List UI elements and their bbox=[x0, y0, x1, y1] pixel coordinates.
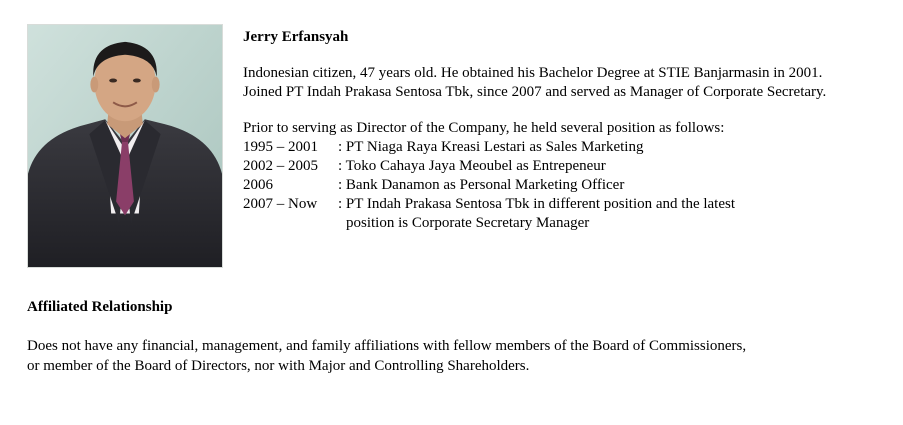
career-description-text: : PT Niaga Raya Kreasi Lestari as Sales Marketing bbox=[338, 139, 644, 155]
career-description bbox=[338, 176, 883, 195]
career-years: 2007 – Now bbox=[243, 196, 318, 212]
affiliation-text: or member of the Board of Directors, nor with Major and Controlling Shareholders. bbox=[27, 358, 530, 374]
career-description-text: : PT Indah Prakasa Sentosa Tbk in different position and the latest bbox=[338, 196, 736, 212]
affiliation-text: Does not have any financial, management, and family affiliations with fellow members of the Board of Commissioners, bbox=[27, 338, 747, 354]
career-description-text: : Bank Danamon as Personal Marketing Officer bbox=[338, 177, 625, 193]
career-years: 2006 bbox=[243, 177, 273, 193]
career-description bbox=[338, 157, 883, 176]
career-row bbox=[243, 176, 883, 195]
person-name: Jerry Erfansyah bbox=[243, 29, 349, 45]
career-row bbox=[243, 157, 883, 176]
career-description bbox=[338, 138, 883, 157]
career-row bbox=[243, 138, 883, 157]
career-row bbox=[243, 195, 883, 233]
affiliation-section bbox=[27, 297, 887, 376]
career-years: 2002 – 2005 bbox=[243, 158, 318, 174]
affiliation-title: Affiliated Relationship bbox=[27, 299, 173, 315]
career-intro: Prior to serving as Director of the Company, he held several position as follows: bbox=[243, 120, 725, 136]
career-description-text: : Toko Cahaya Jaya Meoubel as Entrepeneur bbox=[338, 158, 606, 174]
bio-line: Joined PT Indah Prakasa Sentosa Tbk, since 2007 and served as Manager of Corporate Secretary. bbox=[243, 84, 827, 100]
career-description bbox=[338, 195, 883, 233]
career-years: 1995 – 2001 bbox=[243, 139, 318, 155]
profile-section bbox=[243, 28, 883, 233]
career-history bbox=[243, 138, 883, 233]
bio-line: Indonesian citizen, 47 years old. He obtained his Bachelor Degree at STIE Banjarmasin in 2001. bbox=[243, 65, 823, 81]
career-description-continuation: position is Corporate Secretary Manager bbox=[346, 215, 590, 231]
profile-photo bbox=[27, 24, 223, 268]
bio bbox=[243, 64, 883, 102]
